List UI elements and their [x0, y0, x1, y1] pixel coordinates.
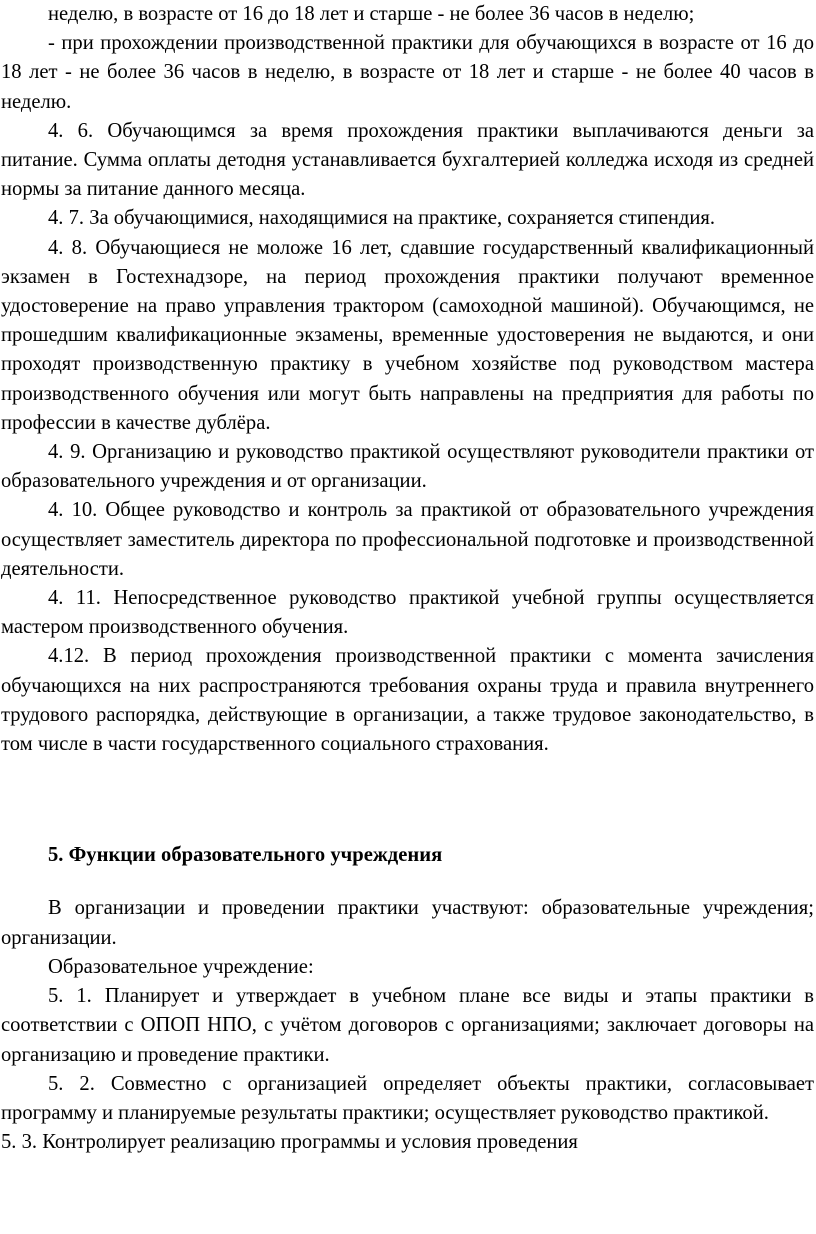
- paragraph-4-10: 4. 10. Общее руководство и контроль за практикой от образовательного учреждения осуществляет заместитель директора по профессиональной подготовке и производственной деятельности.: [1, 499, 814, 580]
- paragraph-participants: В организации и проведении практики участвуют: образовательные учреждения; организации.: [1, 897, 814, 949]
- paragraph-5-3: 5. 3. Контролирует реализацию программы и условия проведения: [1, 1131, 578, 1154]
- paragraph-4-11: 4. 11. Непосредственное руководство практикой учебной группы осуществляется мастером производственного обучения.: [1, 587, 814, 639]
- paragraph-5-1: 5. 1. Планирует и утверждает в учебном плане все виды и этапы практики в соответствии с ОПОП НПО, с учётом договоров с организациями; заключает договоры на организацию и проведение практики.: [1, 985, 814, 1066]
- section-heading: 5. Функции образовательного учреждения: [48, 844, 443, 867]
- paragraph-4-7: 4. 7. За обучающимися, находящимися на практике, сохраняется стипендия.: [48, 207, 716, 230]
- paragraph-institution: Образовательное учреждение:: [48, 955, 314, 978]
- paragraph-4-6: 4. 6. Обучающимся за время прохождения практики выплачиваются деньги за питание. Сумма оплаты детодня устанавливается бухгалтерией колледжа исходя из средней нормы за питание данного месяца.: [1, 119, 814, 201]
- paragraph-4-8: 4. 8. Обучающиеся не моложе 16 лет, сдавшие государственный квалификационный экзамен в Гостехнадзоре, на период прохождения практики получают временное удостоверение на право управления трактором (самоходной машиной). Обучающимся, не прошедшим квалификационные экзамены, временные удостоверения не выдаются, и они проходят производственную практику в учебном хозяйстве под руководством мастера производственного обучения или могут быть направлены на предприятия для работы по профессии в качестве дублёра.: [1, 236, 814, 434]
- paragraph-hours-continued: неделю, в возрасте от 16 до 18 лет и старше - не более 36 часов в неделю;: [48, 3, 695, 25]
- paragraph-5-2: 5. 2. Совместно с организацией определяет объекты практики, согласовывает программу и планируемые результаты практики; осуществляет руководство практикой.: [1, 1072, 814, 1124]
- section-gap: [1, 759, 814, 841]
- paragraph-hours-practice: - при прохождении производственной практики для обучающихся в возрасте от 16 до 18 лет - не более 36 часов в неделю, в возрасте от 18 лет и старше - не более 40 часов в неделю.: [1, 32, 814, 113]
- paragraph-4-12: 4.12. В период прохождения производственной практики с момента зачисления обучающихся на них распространяются требования охраны труда и правила внутреннего трудового распорядка, действующие в организации, а также трудовое законодательство, в том числе в части государственного социального страхования.: [1, 645, 814, 756]
- heading-gap: [1, 870, 814, 894]
- paragraph-4-9: 4. 9. Организацию и руководство практикой осуществляют руководители практики от образовательного учреждения и от организации.: [1, 441, 814, 493]
